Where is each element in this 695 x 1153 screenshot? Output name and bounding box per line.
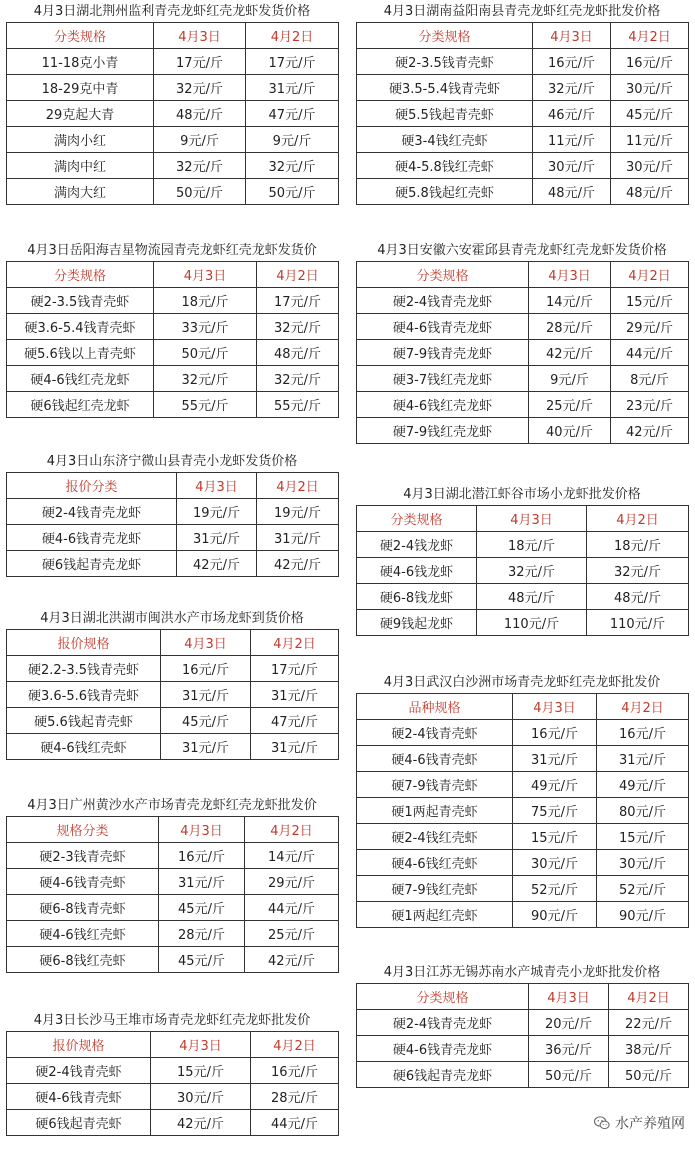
spec-cell: 硬1两起青壳虾 — [357, 798, 513, 824]
table-row — [7, 153, 339, 179]
price-today-cell: 30元/斤 — [513, 850, 597, 876]
header-date-prev: 4月2日 — [245, 817, 339, 843]
wechat-icon — [593, 1114, 611, 1132]
price-block-guangzhou — [6, 796, 338, 973]
price-today-cell: 16元/斤 — [161, 656, 251, 682]
price-table — [6, 629, 339, 760]
price-prev-cell: 47元/斤 — [251, 708, 339, 734]
spec-cell: 硬2-4钱青壳龙虾 — [357, 1010, 529, 1036]
price-prev-cell: 31元/斤 — [246, 75, 339, 101]
header-date-today: 4月3日 — [513, 694, 597, 720]
header-date-today: 4月3日 — [161, 630, 251, 656]
header-date-today: 4月3日 — [151, 1032, 251, 1058]
header-spec: 报价规格 — [7, 1032, 151, 1058]
price-today-cell: 28元/斤 — [159, 921, 245, 947]
price-today-cell: 45元/斤 — [161, 708, 251, 734]
spec-cell: 硬1两起红壳虾 — [357, 902, 513, 928]
table-row — [7, 340, 339, 366]
table-header-row — [357, 262, 689, 288]
price-prev-cell: 30元/斤 — [611, 153, 689, 179]
price-today-cell: 9元/斤 — [529, 366, 611, 392]
header-date-today: 4月3日 — [529, 984, 609, 1010]
spec-cell: 硬6钱起红壳龙虾 — [7, 392, 154, 418]
price-block-jingzhou — [6, 2, 338, 205]
spec-cell: 硬2.2-3.5钱青壳虾 — [7, 656, 161, 682]
table-row — [357, 288, 689, 314]
spec-cell: 硬3-7钱红壳龙虾 — [357, 366, 529, 392]
price-prev-cell: 42元/斤 — [611, 418, 689, 444]
spec-cell: 硬6-8钱龙虾 — [357, 584, 477, 610]
price-prev-cell: 29元/斤 — [611, 314, 689, 340]
table-row — [357, 49, 689, 75]
header-spec: 报价规格 — [7, 630, 161, 656]
price-today-cell: 32元/斤 — [154, 366, 257, 392]
price-prev-cell: 28元/斤 — [251, 1084, 339, 1110]
price-prev-cell: 42元/斤 — [257, 551, 339, 577]
spec-cell: 硬3-4钱红壳虾 — [357, 127, 533, 153]
price-prev-cell: 19元/斤 — [257, 499, 339, 525]
price-prev-cell: 31元/斤 — [257, 525, 339, 551]
table-row — [357, 1010, 689, 1036]
price-prev-cell: 48元/斤 — [257, 340, 339, 366]
price-today-cell: 32元/斤 — [477, 558, 587, 584]
price-prev-cell: 8元/斤 — [611, 366, 689, 392]
table-row — [357, 1062, 689, 1088]
price-prev-cell: 90元/斤 — [597, 902, 689, 928]
price-today-cell: 45元/斤 — [159, 947, 245, 973]
header-date-today: 4月3日 — [159, 817, 245, 843]
price-today-cell: 75元/斤 — [513, 798, 597, 824]
spec-cell: 硬9钱起龙虾 — [357, 610, 477, 636]
price-today-cell: 33元/斤 — [154, 314, 257, 340]
price-today-cell: 49元/斤 — [513, 772, 597, 798]
table-row — [7, 101, 339, 127]
price-prev-cell: 32元/斤 — [587, 558, 689, 584]
price-today-cell: 50元/斤 — [154, 340, 257, 366]
price-prev-cell: 45元/斤 — [611, 101, 689, 127]
spec-cell: 硬4-6钱红壳虾 — [357, 850, 513, 876]
price-prev-cell: 44元/斤 — [611, 340, 689, 366]
table-row — [357, 127, 689, 153]
header-spec: 分类规格 — [357, 23, 533, 49]
table-row — [7, 314, 339, 340]
price-today-cell: 15元/斤 — [513, 824, 597, 850]
table-row — [357, 746, 689, 772]
table-title: 4月3日山东济宁微山县青壳小龙虾发货价格 — [46, 454, 298, 469]
table-header-row — [7, 630, 339, 656]
spec-cell: 硬4-6钱青壳龙虾 — [357, 314, 529, 340]
price-today-cell: 11元/斤 — [533, 127, 611, 153]
spec-cell: 18-29克中青 — [7, 75, 154, 101]
price-prev-cell: 55元/斤 — [257, 392, 339, 418]
table-header-row — [7, 23, 339, 49]
table-row — [7, 869, 339, 895]
header-spec: 分类规格 — [357, 984, 529, 1010]
price-today-cell: 32元/斤 — [533, 75, 611, 101]
spec-cell: 硬6钱起青壳虾 — [7, 1110, 151, 1136]
price-table — [356, 505, 689, 636]
price-table — [356, 983, 689, 1088]
price-table — [356, 693, 689, 928]
spec-cell: 硬3.6-5.6钱青壳虾 — [7, 682, 161, 708]
price-today-cell: 16元/斤 — [159, 843, 245, 869]
price-today-cell: 55元/斤 — [154, 392, 257, 418]
price-today-cell: 25元/斤 — [529, 392, 611, 418]
table-row — [357, 366, 689, 392]
price-block-nanxian — [356, 2, 688, 205]
table-row — [7, 921, 339, 947]
price-prev-cell: 15元/斤 — [611, 288, 689, 314]
table-row — [7, 366, 339, 392]
table-header-row — [357, 984, 689, 1010]
price-today-cell: 90元/斤 — [513, 902, 597, 928]
table-row — [357, 798, 689, 824]
price-today-cell: 42元/斤 — [529, 340, 611, 366]
spec-cell: 29克起大青 — [7, 101, 154, 127]
price-table — [356, 22, 689, 205]
spec-cell: 硬6钱起青壳龙虾 — [7, 551, 177, 577]
price-today-cell: 42元/斤 — [151, 1110, 251, 1136]
price-prev-cell: 17元/斤 — [246, 49, 339, 75]
header-date-today: 4月3日 — [177, 473, 257, 499]
price-today-cell: 48元/斤 — [477, 584, 587, 610]
spec-cell: 硬4-6钱青壳龙虾 — [357, 1036, 529, 1062]
price-today-cell: 28元/斤 — [529, 314, 611, 340]
spec-cell: 硬4-6钱红壳虾 — [7, 734, 161, 760]
table-row — [357, 101, 689, 127]
spec-cell: 11-18克小青 — [7, 49, 154, 75]
spec-cell: 硬3.5-5.4钱青壳虾 — [357, 75, 533, 101]
spec-cell: 硬2-4钱红壳虾 — [357, 824, 513, 850]
watermark-text: 水产养殖网 — [615, 1116, 685, 1132]
table-row — [357, 772, 689, 798]
price-prev-cell: 49元/斤 — [597, 772, 689, 798]
table-row — [357, 902, 689, 928]
price-today-cell: 48元/斤 — [154, 101, 246, 127]
price-block-baishazhou — [356, 673, 688, 928]
spec-cell: 硬4-6钱青壳龙虾 — [7, 525, 177, 551]
price-prev-cell: 44元/斤 — [251, 1110, 339, 1136]
price-prev-cell: 48元/斤 — [611, 179, 689, 205]
spec-cell: 硬4-6钱龙虾 — [357, 558, 477, 584]
table-row — [7, 708, 339, 734]
header-date-prev: 4月2日 — [246, 23, 339, 49]
header-date-prev: 4月2日 — [609, 984, 689, 1010]
header-date-prev: 4月2日 — [597, 694, 689, 720]
price-prev-cell: 25元/斤 — [245, 921, 339, 947]
header-date-today: 4月3日 — [154, 262, 257, 288]
header-spec: 分类规格 — [357, 262, 529, 288]
price-prev-cell: 32元/斤 — [246, 153, 339, 179]
price-prev-cell: 52元/斤 — [597, 876, 689, 902]
header-spec: 报价分类 — [7, 473, 177, 499]
price-today-cell: 15元/斤 — [151, 1058, 251, 1084]
price-today-cell: 31元/斤 — [159, 869, 245, 895]
table-row — [357, 418, 689, 444]
table-row — [357, 314, 689, 340]
price-today-cell: 50元/斤 — [529, 1062, 609, 1088]
header-date-today: 4月3日 — [154, 23, 246, 49]
price-today-cell: 40元/斤 — [529, 418, 611, 444]
table-row — [7, 1084, 339, 1110]
price-prev-cell: 22元/斤 — [609, 1010, 689, 1036]
table-header-row — [7, 262, 339, 288]
price-prev-cell: 31元/斤 — [597, 746, 689, 772]
header-date-prev: 4月2日 — [611, 23, 689, 49]
table-row — [7, 127, 339, 153]
table-row — [357, 340, 689, 366]
spec-cell: 硬2-3.5钱青壳虾 — [7, 288, 154, 314]
spec-cell: 硬4-6钱红壳龙虾 — [357, 392, 529, 418]
price-today-cell: 32元/斤 — [154, 75, 246, 101]
price-table — [6, 816, 339, 973]
spec-cell: 硬2-4钱青壳虾 — [7, 1058, 151, 1084]
price-prev-cell: 17元/斤 — [257, 288, 339, 314]
spec-cell: 硬2-4钱青壳虾 — [357, 720, 513, 746]
price-today-cell: 9元/斤 — [154, 127, 246, 153]
spec-cell: 硬2-4钱青壳龙虾 — [7, 499, 177, 525]
price-prev-cell: 15元/斤 — [597, 824, 689, 850]
price-today-cell: 14元/斤 — [529, 288, 611, 314]
table-row — [7, 656, 339, 682]
price-prev-cell: 30元/斤 — [597, 850, 689, 876]
spec-cell: 硬7-9钱青壳虾 — [357, 772, 513, 798]
price-prev-cell: 38元/斤 — [609, 1036, 689, 1062]
price-prev-cell: 16元/斤 — [251, 1058, 339, 1084]
table-row — [357, 876, 689, 902]
table-title: 4月3日湖北荆州监利青壳龙虾红壳龙虾发货价格 — [33, 4, 311, 19]
spec-cell: 硬4-6钱红壳龙虾 — [7, 366, 154, 392]
price-today-cell: 31元/斤 — [177, 525, 257, 551]
price-prev-cell: 32元/斤 — [257, 314, 339, 340]
price-block-wuxi — [356, 963, 688, 1088]
price-prev-cell: 31元/斤 — [251, 682, 339, 708]
price-today-cell: 52元/斤 — [513, 876, 597, 902]
table-title: 4月3日湖北洪湖市闽洪水产市场龙虾到货价格 — [40, 611, 304, 626]
price-today-cell: 30元/斤 — [533, 153, 611, 179]
price-block-changsha — [6, 1011, 338, 1136]
header-date-prev: 4月2日 — [257, 473, 339, 499]
spec-cell: 满肉大红 — [7, 179, 154, 205]
price-block-huoqiu — [356, 241, 688, 444]
price-prev-cell: 23元/斤 — [611, 392, 689, 418]
price-prev-cell: 80元/斤 — [597, 798, 689, 824]
price-today-cell: 32元/斤 — [154, 153, 246, 179]
price-prev-cell: 47元/斤 — [246, 101, 339, 127]
header-date-prev: 4月2日 — [611, 262, 689, 288]
spec-cell: 硬4-6钱青壳虾 — [7, 1084, 151, 1110]
header-date-prev: 4月2日 — [257, 262, 339, 288]
spec-cell: 硬6-8钱青壳虾 — [7, 895, 159, 921]
price-prev-cell: 48元/斤 — [587, 584, 689, 610]
table-header-row — [357, 694, 689, 720]
table-row — [7, 525, 339, 551]
price-table — [356, 261, 689, 444]
price-prev-cell: 31元/斤 — [251, 734, 339, 760]
watermark — [593, 1113, 685, 1133]
table-row — [7, 288, 339, 314]
table-row — [357, 153, 689, 179]
price-prev-cell: 44元/斤 — [245, 895, 339, 921]
price-today-cell: 18元/斤 — [477, 532, 587, 558]
price-today-cell: 45元/斤 — [159, 895, 245, 921]
spec-cell: 硬2-4钱龙虾 — [357, 532, 477, 558]
table-row — [7, 179, 339, 205]
price-today-cell: 48元/斤 — [533, 179, 611, 205]
table-row — [357, 850, 689, 876]
header-spec: 规格分类 — [7, 817, 159, 843]
table-row — [7, 843, 339, 869]
header-spec: 分类规格 — [7, 262, 154, 288]
price-prev-cell: 29元/斤 — [245, 869, 339, 895]
table-title: 4月3日武汉白沙洲市场青壳龙虾红壳龙虾批发价 — [383, 675, 661, 690]
price-table — [6, 1031, 339, 1136]
price-prev-cell: 16元/斤 — [611, 49, 689, 75]
price-today-cell: 36元/斤 — [529, 1036, 609, 1062]
table-row — [7, 49, 339, 75]
spec-cell: 满肉小红 — [7, 127, 154, 153]
header-date-today: 4月3日 — [529, 262, 611, 288]
price-today-cell: 17元/斤 — [154, 49, 246, 75]
spec-cell: 硬6-8钱红壳虾 — [7, 947, 159, 973]
table-row — [7, 895, 339, 921]
price-prev-cell: 11元/斤 — [611, 127, 689, 153]
spec-cell: 硬4-6钱青壳虾 — [357, 746, 513, 772]
price-today-cell: 20元/斤 — [529, 1010, 609, 1036]
table-row — [357, 532, 689, 558]
table-row — [357, 75, 689, 101]
spec-cell: 硬6钱起青壳龙虾 — [357, 1062, 529, 1088]
table-row — [357, 392, 689, 418]
spec-cell: 硬5.6钱起青壳虾 — [7, 708, 161, 734]
spec-cell: 硬4-5.8钱红壳虾 — [357, 153, 533, 179]
price-today-cell: 46元/斤 — [533, 101, 611, 127]
table-title: 4月3日湖南益阳南县青壳龙虾红壳龙虾批发价格 — [383, 4, 661, 19]
table-row — [357, 1036, 689, 1062]
spec-cell: 硬2-3钱青壳虾 — [7, 843, 159, 869]
table-row — [357, 720, 689, 746]
table-row — [357, 179, 689, 205]
table-row — [7, 1058, 339, 1084]
spec-cell: 硬5.5钱起青壳虾 — [357, 101, 533, 127]
table-title: 4月3日广州黄沙水产市场青壳龙虾红壳龙虾批发价 — [27, 798, 317, 813]
price-prev-cell: 9元/斤 — [246, 127, 339, 153]
table-header-row — [7, 1032, 339, 1058]
price-today-cell: 16元/斤 — [533, 49, 611, 75]
header-date-prev: 4月2日 — [587, 506, 689, 532]
price-prev-cell: 50元/斤 — [609, 1062, 689, 1088]
price-today-cell: 31元/斤 — [161, 682, 251, 708]
table-header-row — [7, 473, 339, 499]
table-row — [357, 558, 689, 584]
price-prev-cell: 110元/斤 — [587, 610, 689, 636]
spec-cell: 硬5.8钱起红壳虾 — [357, 179, 533, 205]
price-today-cell: 19元/斤 — [177, 499, 257, 525]
header-spec: 品种规格 — [357, 694, 513, 720]
spec-cell: 硬4-6钱红壳虾 — [7, 921, 159, 947]
spec-cell: 硬7-9钱青壳龙虾 — [357, 340, 529, 366]
price-prev-cell: 18元/斤 — [587, 532, 689, 558]
price-prev-cell: 50元/斤 — [246, 179, 339, 205]
spec-cell: 硬2-3.5钱青壳虾 — [357, 49, 533, 75]
table-title: 4月3日长沙马王堆市场青壳龙虾红壳龙虾批发价 — [33, 1013, 311, 1028]
price-today-cell: 50元/斤 — [154, 179, 246, 205]
spec-cell: 硬3.6-5.4钱青壳虾 — [7, 314, 154, 340]
price-table — [6, 472, 339, 577]
table-title: 4月3日湖北潜江虾谷市场小龙虾批发价格 — [403, 487, 641, 502]
price-prev-cell: 16元/斤 — [597, 720, 689, 746]
price-block-yueyang — [6, 241, 338, 418]
price-today-cell: 30元/斤 — [151, 1084, 251, 1110]
table-title: 4月3日岳阳海吉星物流园青壳龙虾红壳龙虾发货价 — [27, 243, 317, 258]
table-row — [7, 499, 339, 525]
price-prev-cell: 30元/斤 — [611, 75, 689, 101]
spec-cell: 硬2-4钱青壳龙虾 — [357, 288, 529, 314]
price-today-cell: 18元/斤 — [154, 288, 257, 314]
price-prev-cell: 17元/斤 — [251, 656, 339, 682]
spec-cell: 硬7-9钱红壳龙虾 — [357, 418, 529, 444]
header-date-prev: 4月2日 — [251, 1032, 339, 1058]
spec-cell: 硬4-6钱青壳虾 — [7, 869, 159, 895]
table-header-row — [357, 23, 689, 49]
price-today-cell: 31元/斤 — [161, 734, 251, 760]
table-row — [7, 551, 339, 577]
price-table — [6, 22, 339, 205]
table-row — [357, 824, 689, 850]
price-today-cell: 42元/斤 — [177, 551, 257, 577]
header-spec: 分类规格 — [7, 23, 154, 49]
price-block-qianjiang — [356, 485, 688, 636]
header-spec: 分类规格 — [357, 506, 477, 532]
table-header-row — [7, 817, 339, 843]
price-table — [6, 261, 339, 418]
table-row — [7, 947, 339, 973]
table-header-row — [357, 506, 689, 532]
table-title: 4月3日安徽六安霍邱县青壳龙虾红壳龙虾发货价格 — [377, 243, 667, 258]
table-row — [7, 682, 339, 708]
spec-cell: 满肉中红 — [7, 153, 154, 179]
table-row — [7, 1110, 339, 1136]
price-block-weishan — [6, 452, 338, 577]
price-today-cell: 110元/斤 — [477, 610, 587, 636]
price-today-cell: 31元/斤 — [513, 746, 597, 772]
header-date-today: 4月3日 — [477, 506, 587, 532]
table-row — [7, 734, 339, 760]
spec-cell: 硬5.6钱以上青壳虾 — [7, 340, 154, 366]
spec-cell: 硬7-9钱红壳虾 — [357, 876, 513, 902]
header-date-today: 4月3日 — [533, 23, 611, 49]
price-prev-cell: 14元/斤 — [245, 843, 339, 869]
header-date-prev: 4月2日 — [251, 630, 339, 656]
table-row — [357, 610, 689, 636]
table-row — [7, 75, 339, 101]
price-today-cell: 16元/斤 — [513, 720, 597, 746]
table-row — [7, 392, 339, 418]
price-prev-cell: 32元/斤 — [257, 366, 339, 392]
table-row — [357, 584, 689, 610]
price-block-honghu — [6, 609, 338, 760]
price-prev-cell: 42元/斤 — [245, 947, 339, 973]
table-title: 4月3日江苏无锡苏南水产城青壳小龙虾批发价格 — [383, 965, 661, 980]
